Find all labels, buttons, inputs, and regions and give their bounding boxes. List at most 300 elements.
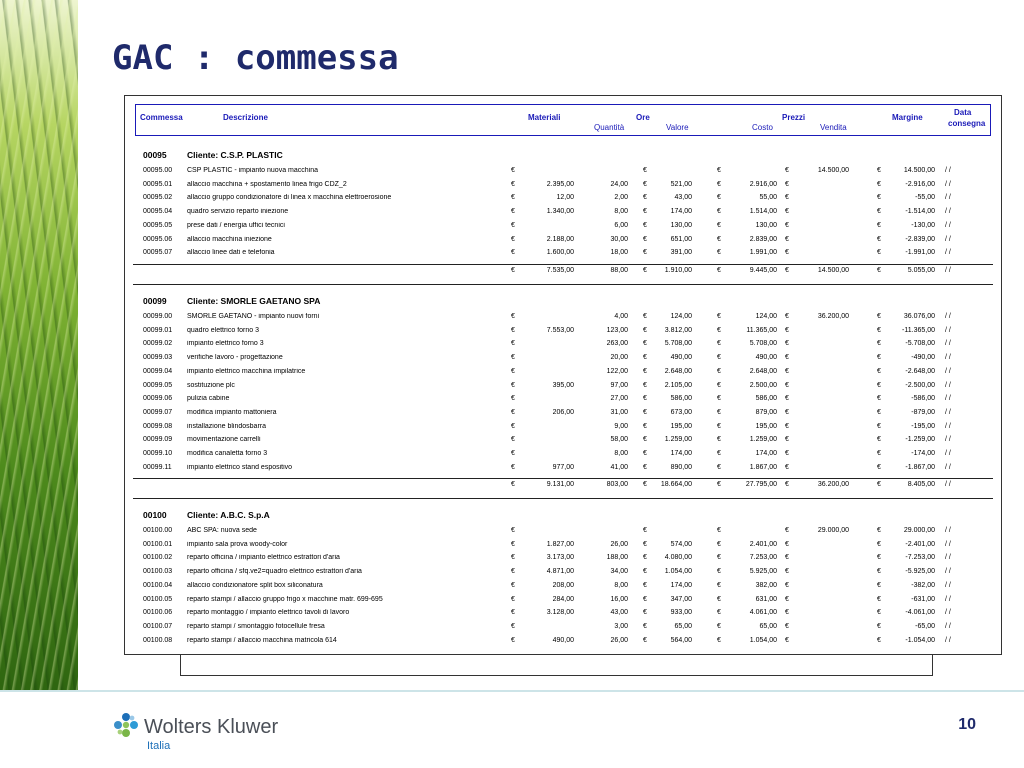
row-code: 00099.06 [143, 395, 173, 403]
valore-cell: 174,00 [670, 450, 692, 457]
euro-sign: € [511, 208, 515, 216]
costo-cell: 130,00 [755, 221, 777, 229]
logo-subtitle: Italia [147, 740, 171, 752]
quantita-cell: 6,00 [614, 221, 628, 229]
row-code: 00099.11 [143, 463, 172, 471]
row-description: modifica impianto mattoniera [187, 408, 277, 416]
row-description: modifica canaletta forno 3 [187, 450, 268, 457]
data-consegna-cell: / / [945, 395, 951, 403]
row-code: 00095.06 [143, 235, 173, 243]
total-divider [133, 264, 993, 265]
quantita-cell: 31,00 [610, 408, 628, 416]
table-row [133, 436, 993, 449]
table-row [133, 582, 993, 595]
euro-sign: € [511, 422, 515, 430]
margine-cell: 14.500,00 [903, 167, 935, 174]
margine-cell: -11.365,00 [902, 326, 935, 334]
euro-sign: € [643, 381, 647, 389]
header-ore: Ore [636, 113, 650, 122]
euro-sign: € [643, 463, 647, 471]
row-code: 00100.05 [143, 595, 173, 603]
quantita-cell: 123,00 [606, 326, 628, 334]
euro-sign: € [511, 180, 515, 188]
costo-total: 27.795,00 [745, 481, 777, 489]
euro-sign: € [511, 235, 515, 243]
euro-sign: € [643, 527, 647, 534]
row-code: 00100.04 [143, 581, 173, 589]
quantita-total: 88,00 [610, 266, 628, 274]
row-description: installazione blindosbarra [187, 422, 266, 430]
euro-sign: € [785, 381, 789, 389]
euro-sign: € [511, 481, 515, 489]
euro-sign: € [511, 340, 515, 348]
euro-sign: € [511, 436, 515, 444]
table-row [133, 395, 993, 408]
euro-sign: € [785, 609, 789, 617]
row-code: 00099.08 [143, 422, 173, 430]
valore-cell: 65,00 [674, 622, 692, 630]
euro-sign: € [785, 581, 789, 589]
materiali-total: 9.131,00 [546, 481, 574, 489]
valore-cell: 5.708,00 [664, 340, 692, 348]
row-description: impianto elettrico stand espositivo [187, 463, 293, 471]
row-code: 00099.09 [143, 436, 173, 444]
row-description: reparto stampi / smontaggio fotocellule fresa [187, 622, 325, 630]
header-quantita: Quantità [594, 123, 625, 132]
valore-cell: 586,00 [670, 395, 692, 403]
costo-cell: 55,00 [759, 194, 777, 202]
euro-sign: € [785, 395, 789, 403]
valore-cell: 651,00 [670, 235, 692, 243]
row-code: 00100.00 [143, 527, 173, 534]
total-row [133, 267, 993, 280]
margine-cell: -2.401,00 [905, 540, 935, 548]
quantita-cell: 16,00 [610, 595, 628, 603]
grass-decoration [0, 0, 78, 692]
quantita-cell: 97,00 [610, 381, 628, 389]
row-description: allaccio linee dati e telefonia [187, 249, 275, 257]
row-description: sostituzione plc [187, 381, 235, 389]
costo-cell: 2.648,00 [749, 367, 777, 375]
euro-sign: € [785, 208, 789, 216]
euro-sign: € [717, 395, 721, 403]
valore-cell: 574,00 [670, 540, 692, 548]
valore-total: 1.910,00 [664, 266, 692, 274]
euro-sign: € [511, 266, 515, 274]
euro-sign: € [511, 354, 515, 362]
table-row [133, 368, 993, 381]
header-vendita: Vendita [820, 123, 847, 132]
report-page-shadow [180, 655, 933, 676]
header-materiali: Materiali [528, 113, 561, 122]
margine-cell: 36.076,00 [903, 313, 935, 320]
data-consegna-cell: / / [945, 340, 951, 348]
table-row [133, 249, 993, 262]
table-row [133, 208, 993, 221]
data-consegna-cell: / / [945, 554, 951, 562]
euro-sign: € [877, 636, 881, 644]
table-row [133, 236, 993, 249]
euro-sign: € [511, 554, 515, 562]
row-description: ABC SPA: nuova sede [187, 527, 257, 534]
margine-total: 5.055,00 [907, 266, 935, 274]
costo-cell: 65,00 [759, 622, 777, 630]
euro-sign: € [643, 622, 647, 630]
vendita-total: 14.500,00 [817, 266, 849, 274]
euro-sign: € [877, 208, 881, 216]
data-consegna-cell: / / [945, 313, 951, 320]
euro-sign: € [511, 167, 515, 174]
margine-cell: -5.925,00 [905, 568, 935, 576]
data-consegna-cell: / / [945, 540, 951, 548]
euro-sign: € [877, 395, 881, 403]
euro-sign: € [717, 609, 721, 617]
margine-cell: -2.916,00 [905, 180, 935, 188]
euro-sign: € [785, 180, 789, 188]
table-row [133, 194, 993, 207]
total-row [133, 481, 993, 494]
euro-sign: € [717, 340, 721, 348]
euro-sign: € [717, 180, 721, 188]
euro-sign: € [785, 540, 789, 548]
euro-sign: € [877, 221, 881, 229]
data-consegna-cell: / / [945, 609, 951, 617]
margine-cell: -879,00 [911, 408, 935, 416]
data-consegna-cell: / / [945, 249, 951, 257]
euro-sign: € [511, 249, 515, 257]
euro-sign: € [511, 568, 515, 576]
euro-sign: € [511, 581, 515, 589]
footer-divider [0, 690, 1024, 692]
euro-sign: € [785, 463, 789, 471]
euro-sign: € [877, 367, 881, 375]
euro-sign: € [717, 367, 721, 375]
data-consegna-total: / / [945, 266, 951, 274]
euro-sign: € [717, 595, 721, 603]
table-row [133, 541, 993, 554]
euro-sign: € [785, 450, 789, 457]
costo-cell: 879,00 [755, 408, 777, 416]
commessa-code: 00099 [143, 296, 167, 306]
euro-sign: € [511, 636, 515, 644]
euro-sign: € [643, 422, 647, 430]
data-consegna-cell: / / [945, 622, 951, 630]
header-costo: Costo [752, 123, 773, 132]
row-code: 00099.00 [143, 313, 173, 320]
data-consegna-cell: / / [945, 527, 951, 534]
table-row [133, 623, 993, 636]
data-consegna-cell: / / [945, 436, 951, 444]
euro-sign: € [511, 326, 515, 334]
vendita-cell: 14.500,00 [817, 167, 849, 174]
row-code: 00099.07 [143, 408, 173, 416]
euro-sign: € [785, 194, 789, 202]
total-divider [133, 478, 993, 479]
euro-sign: € [785, 249, 789, 257]
euro-sign: € [877, 463, 881, 471]
table-row [133, 450, 993, 463]
vendita-total: 36.200,00 [817, 481, 849, 489]
row-description: quadro elettrico forno 3 [187, 326, 259, 334]
data-consegna-total: / / [945, 481, 951, 489]
costo-cell: 5.708,00 [749, 340, 777, 348]
euro-sign: € [877, 408, 881, 416]
header-commessa: Commessa [140, 113, 183, 122]
euro-sign: € [511, 540, 515, 548]
euro-sign: € [717, 194, 721, 202]
quantita-cell: 2,00 [614, 194, 628, 202]
quantita-cell: 26,00 [610, 540, 628, 548]
data-consegna-cell: / / [945, 381, 951, 389]
quantita-cell: 30,00 [610, 235, 628, 243]
euro-sign: € [877, 581, 881, 589]
report-content [133, 104, 993, 644]
euro-sign: € [717, 540, 721, 548]
data-consegna-cell: / / [945, 367, 951, 375]
euro-sign: € [717, 235, 721, 243]
costo-cell: 4.061,00 [749, 609, 777, 617]
euro-sign: € [643, 221, 647, 229]
euro-sign: € [785, 481, 789, 489]
margine-cell: -174,00 [911, 450, 935, 457]
data-consegna-cell: / / [945, 208, 951, 216]
margine-cell: -2.500,00 [905, 381, 935, 389]
euro-sign: € [877, 609, 881, 617]
euro-sign: € [717, 326, 721, 334]
costo-cell: 1.259,00 [749, 436, 777, 444]
report-sheet [124, 95, 1002, 655]
euro-sign: € [643, 354, 647, 362]
euro-sign: € [643, 313, 647, 320]
quantita-cell: 122,00 [606, 367, 628, 375]
valore-cell: 2.105,00 [664, 381, 692, 389]
quantita-cell: 20,00 [610, 354, 628, 362]
row-description: allaccio macchina iniezione [187, 235, 272, 243]
table-row [133, 340, 993, 353]
euro-sign: € [643, 395, 647, 403]
quantita-cell: 3,00 [614, 622, 628, 630]
vendita-cell: 36.200,00 [817, 313, 849, 320]
margine-cell: -130,00 [911, 221, 935, 229]
commessa-code: 00100 [143, 510, 167, 520]
euro-sign: € [785, 367, 789, 375]
data-consegna-cell: / / [945, 581, 951, 589]
euro-sign: € [643, 568, 647, 576]
table-row [133, 637, 993, 650]
costo-cell: 5.925,00 [749, 568, 777, 576]
costo-cell: 195,00 [755, 422, 777, 430]
data-consegna-cell: / / [945, 167, 951, 174]
row-code: 00099.01 [143, 326, 173, 334]
euro-sign: € [717, 354, 721, 362]
row-description: allaccio macchina + spostamento linea frigo CDZ_2 [187, 180, 347, 188]
costo-cell: 490,00 [755, 354, 777, 362]
header-consegna: consegna [948, 119, 986, 128]
row-description: SMORLE GAETANO - impianto nuovi forni [187, 313, 320, 320]
euro-sign: € [785, 354, 789, 362]
euro-sign: € [877, 313, 881, 320]
costo-cell: 2.500,00 [749, 381, 777, 389]
euro-sign: € [877, 450, 881, 457]
euro-sign: € [511, 450, 515, 457]
euro-sign: € [877, 249, 881, 257]
materiali-cell: 4.871,00 [546, 568, 574, 576]
quantita-cell: 8,00 [614, 450, 628, 457]
logo-wordmark: Wolters Kluwer [144, 716, 279, 738]
euro-sign: € [785, 422, 789, 430]
quantita-cell: 43,00 [610, 609, 628, 617]
client-name: Cliente: SMORLE GAETANO SPA [187, 296, 321, 306]
euro-sign: € [643, 609, 647, 617]
valore-total: 18.664,00 [660, 481, 692, 489]
client-name: Cliente: A.B.C. S.p.A [187, 510, 270, 520]
costo-cell: 2.839,00 [749, 235, 777, 243]
euro-sign: € [785, 266, 789, 274]
valore-cell: 490,00 [670, 354, 692, 362]
table-row [133, 423, 993, 436]
euro-sign: € [511, 527, 515, 534]
table-row [133, 181, 993, 194]
costo-cell: 2.916,00 [749, 180, 777, 188]
data-consegna-cell: / / [945, 221, 951, 229]
euro-sign: € [643, 208, 647, 216]
costo-cell: 7.253,00 [749, 554, 777, 562]
margine-cell: -586,00 [911, 395, 935, 403]
table-row [133, 409, 993, 422]
quantita-cell: 27,00 [610, 395, 628, 403]
quantita-cell: 4,00 [614, 313, 628, 320]
costo-cell: 11.365,00 [746, 326, 777, 334]
data-consegna-cell: / / [945, 463, 951, 471]
section-divider [133, 284, 993, 285]
materiali-cell: 490,00 [552, 636, 574, 644]
euro-sign: € [877, 622, 881, 630]
euro-sign: € [643, 450, 647, 457]
euro-sign: € [785, 408, 789, 416]
euro-sign: € [877, 340, 881, 348]
header-data: Data [954, 108, 972, 117]
row-description: reparto stampi / allaccio gruppo frigo x macchine matr. 699-695 [187, 595, 383, 603]
vendita-cell: 29.000,00 [817, 527, 849, 534]
header-descrizione: Descrizione [223, 113, 268, 122]
margine-cell: -65,00 [915, 622, 935, 630]
valore-cell: 673,00 [670, 408, 692, 416]
euro-sign: € [877, 595, 881, 603]
row-code: 00095.05 [143, 221, 173, 229]
euro-sign: € [511, 609, 515, 617]
materiali-cell: 1.827,00 [546, 540, 574, 548]
data-consegna-cell: / / [945, 180, 951, 188]
report-header [135, 104, 991, 136]
euro-sign: € [785, 313, 789, 320]
materiali-cell: 206,00 [552, 408, 574, 416]
euro-sign: € [643, 235, 647, 243]
valore-cell: 3.812,00 [664, 326, 692, 334]
data-consegna-cell: / / [945, 408, 951, 416]
row-description: movimentazione carrelli [187, 436, 261, 444]
euro-sign: € [785, 235, 789, 243]
euro-sign: € [877, 422, 881, 430]
euro-sign: € [643, 436, 647, 444]
table-row [133, 596, 993, 609]
section-divider [133, 498, 993, 499]
quantita-cell: 188,00 [606, 554, 628, 562]
table-row [133, 327, 993, 340]
margine-cell: -1.054,00 [905, 636, 935, 644]
euro-sign: € [643, 180, 647, 188]
table-row [133, 554, 993, 567]
euro-sign: € [511, 463, 515, 471]
table-row [133, 313, 993, 326]
euro-sign: € [643, 266, 647, 274]
logo-icon [113, 712, 139, 738]
row-description: impianto sala prova woody-color [187, 540, 288, 548]
margine-cell: -1.991,00 [905, 249, 935, 257]
euro-sign: € [511, 194, 515, 202]
margine-cell: -7.253,00 [905, 554, 935, 562]
valore-cell: 124,00 [670, 313, 692, 320]
euro-sign: € [785, 595, 789, 603]
euro-sign: € [785, 221, 789, 229]
quantita-cell: 263,00 [606, 340, 628, 348]
euro-sign: € [877, 568, 881, 576]
valore-cell: 2.648,00 [664, 367, 692, 375]
euro-sign: € [717, 581, 721, 589]
table-row [133, 222, 993, 235]
valore-cell: 890,00 [670, 463, 692, 471]
quantita-cell: 24,00 [610, 180, 628, 188]
row-description: reparto stampi / allaccio macchina matricola 614 [187, 636, 337, 644]
valore-cell: 933,00 [670, 609, 692, 617]
euro-sign: € [643, 540, 647, 548]
euro-sign: € [511, 313, 515, 320]
materiali-cell: 2.395,00 [546, 180, 574, 188]
valore-cell: 1.259,00 [664, 436, 692, 444]
euro-sign: € [511, 408, 515, 416]
table-row [133, 527, 993, 540]
euro-sign: € [785, 340, 789, 348]
euro-sign: € [785, 436, 789, 444]
euro-sign: € [717, 463, 721, 471]
euro-sign: € [717, 527, 721, 534]
row-code: 00100.06 [143, 609, 173, 617]
header-prezzi: Prezzi [782, 113, 806, 122]
euro-sign: € [877, 354, 881, 362]
row-description: reparto officina / sfq.ve2=quadro elettrico estrattori d'aria [187, 568, 362, 576]
euro-sign: € [511, 381, 515, 389]
row-description: reparto officina / impianto elettrico estrattori d'aria [187, 554, 340, 562]
valore-cell: 347,00 [670, 595, 692, 603]
table-row [133, 609, 993, 622]
euro-sign: € [511, 622, 515, 630]
data-consegna-cell: / / [945, 422, 951, 430]
materiali-total: 7.535,00 [546, 266, 574, 274]
margine-cell: -55,00 [915, 194, 935, 202]
row-description: verifiche lavoro - progettazione [187, 354, 283, 362]
euro-sign: € [511, 221, 515, 229]
costo-cell: 1.867,00 [749, 463, 777, 471]
header-margine: Margine [892, 113, 923, 122]
euro-sign: € [877, 167, 881, 174]
euro-sign: € [643, 167, 647, 174]
materiali-cell: 1.600,00 [546, 249, 574, 257]
margine-cell: -490,00 [911, 354, 935, 362]
materiali-cell: 7.553,00 [546, 326, 574, 334]
margine-cell: -2.648,00 [905, 367, 935, 375]
row-code: 00100.02 [143, 554, 173, 562]
euro-sign: € [643, 340, 647, 348]
euro-sign: € [877, 436, 881, 444]
